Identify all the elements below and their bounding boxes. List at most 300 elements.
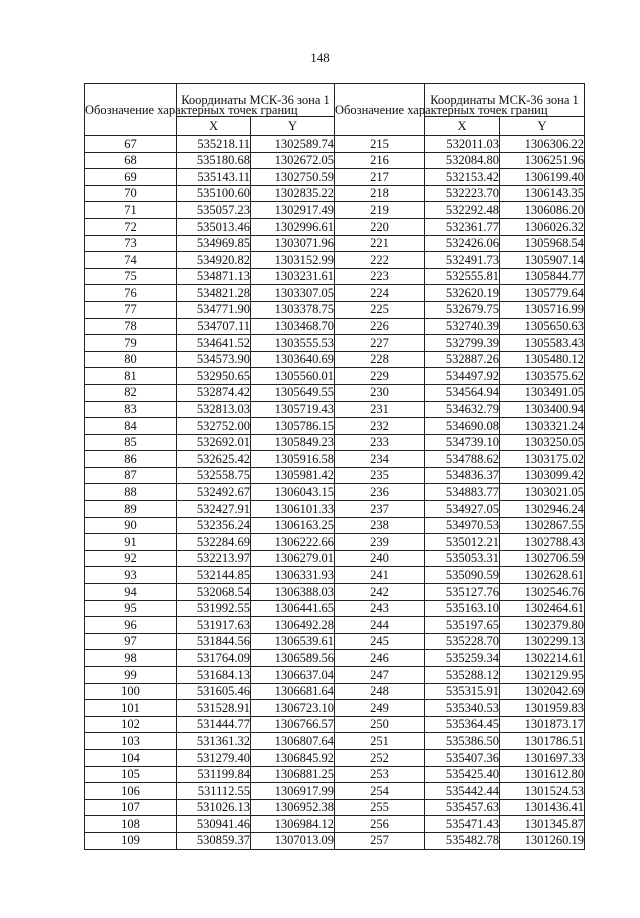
- cell-point-right: 246: [335, 650, 425, 667]
- table-row: [85, 169, 585, 186]
- cell-point-right: 249: [335, 700, 425, 717]
- header-y-left: Y: [251, 117, 335, 136]
- cell-x-left: 535143.11: [177, 169, 251, 186]
- cell-point-right: 241: [335, 567, 425, 584]
- table-row: [85, 384, 585, 401]
- cell-y-left: 1306222.66: [251, 534, 335, 551]
- table-row: [85, 285, 585, 302]
- table-row: [85, 633, 585, 650]
- cell-x-left: 531112.55: [177, 783, 251, 800]
- cell-point-right: 232: [335, 418, 425, 435]
- table-row: [85, 368, 585, 385]
- cell-x-right: 534788.62: [425, 451, 500, 468]
- cell-y-right: 1303400.94: [500, 401, 585, 418]
- cell-point-left: 95: [85, 600, 177, 617]
- table-row: [85, 766, 585, 783]
- cell-point-left: 94: [85, 584, 177, 601]
- table-row: [85, 351, 585, 368]
- cell-y-left: 1302589.74: [251, 136, 335, 153]
- table-row: [85, 600, 585, 617]
- cell-point-left: 76: [85, 285, 177, 302]
- cell-x-right: 535457.63: [425, 799, 500, 816]
- cell-point-left: 107: [85, 799, 177, 816]
- cell-x-right: 532799.39: [425, 335, 500, 352]
- cell-y-right: 1305650.63: [500, 318, 585, 335]
- cell-point-right: 215: [335, 136, 425, 153]
- cell-x-left: 534641.52: [177, 335, 251, 352]
- cell-y-right: 1301436.41: [500, 799, 585, 816]
- cell-x-left: 531444.77: [177, 716, 251, 733]
- cell-point-left: 80: [85, 351, 177, 368]
- cell-y-right: 1303175.02: [500, 451, 585, 468]
- cell-point-right: 244: [335, 617, 425, 634]
- cell-point-right: 225: [335, 301, 425, 318]
- cell-x-left: 534771.90: [177, 301, 251, 318]
- cell-y-right: 1305907.14: [500, 252, 585, 269]
- cell-point-left: 98: [85, 650, 177, 667]
- cell-point-right: 254: [335, 783, 425, 800]
- cell-point-left: 92: [85, 550, 177, 567]
- cell-x-right: 534564.94: [425, 384, 500, 401]
- cell-y-right: 1305716.99: [500, 301, 585, 318]
- header-x-left: X: [177, 117, 251, 136]
- table-row: [85, 534, 585, 551]
- page-number: 148: [310, 50, 330, 65]
- cell-point-right: 242: [335, 584, 425, 601]
- cell-point-left: 77: [85, 301, 177, 318]
- cell-y-right: 1306251.96: [500, 152, 585, 169]
- cell-point-right: 231: [335, 401, 425, 418]
- table-row: [85, 235, 585, 252]
- cell-x-right: 535127.76: [425, 584, 500, 601]
- cell-x-left: 532752.00: [177, 418, 251, 435]
- cell-x-left: 534821.28: [177, 285, 251, 302]
- cell-x-left: 531605.46: [177, 683, 251, 700]
- cell-x-right: 535288.12: [425, 667, 500, 684]
- cell-y-right: 1301524.53: [500, 783, 585, 800]
- cell-x-left: 534920.82: [177, 252, 251, 269]
- cell-y-left: 1306043.15: [251, 484, 335, 501]
- table-row: [85, 335, 585, 352]
- table-row: [85, 185, 585, 202]
- cell-x-right: 535228.70: [425, 633, 500, 650]
- cell-y-right: 1303321.24: [500, 418, 585, 435]
- cell-point-left: 88: [85, 484, 177, 501]
- cell-x-left: 532874.42: [177, 384, 251, 401]
- cell-x-right: 534927.05: [425, 501, 500, 518]
- header-y-right: Y: [500, 117, 585, 136]
- cell-point-right: 250: [335, 716, 425, 733]
- cell-point-left: 101: [85, 700, 177, 717]
- cell-y-right: 1303575.62: [500, 368, 585, 385]
- cell-y-right: 1302464.61: [500, 600, 585, 617]
- cell-y-right: 1305583.43: [500, 335, 585, 352]
- cell-point-left: 71: [85, 202, 177, 219]
- cell-point-left: 86: [85, 451, 177, 468]
- cell-x-right: 535197.65: [425, 617, 500, 634]
- cell-y-left: 1306539.61: [251, 633, 335, 650]
- cell-y-right: 1305844.77: [500, 268, 585, 285]
- header-coords-label-right: Координаты МСК-36 зона 1: [425, 84, 585, 117]
- table-row: [85, 418, 585, 435]
- cell-y-right: 1303099.42: [500, 467, 585, 484]
- cell-x-left: 532492.67: [177, 484, 251, 501]
- cell-point-right: 228: [335, 351, 425, 368]
- cell-y-left: 1305849.23: [251, 434, 335, 451]
- cell-point-left: 105: [85, 766, 177, 783]
- cell-x-left: 531917.63: [177, 617, 251, 634]
- cell-y-right: 1301345.87: [500, 816, 585, 833]
- cell-y-right: 1302042.69: [500, 683, 585, 700]
- cell-point-right: 222: [335, 252, 425, 269]
- cell-y-left: 1306845.92: [251, 749, 335, 766]
- cell-x-right: 535259.34: [425, 650, 500, 667]
- cell-point-left: 99: [85, 667, 177, 684]
- cell-point-left: 81: [85, 368, 177, 385]
- cell-y-left: 1303555.53: [251, 335, 335, 352]
- cell-x-right: 535315.91: [425, 683, 500, 700]
- coordinates-table: [84, 83, 585, 850]
- cell-y-left: 1302996.61: [251, 218, 335, 235]
- cell-point-left: 96: [85, 617, 177, 634]
- cell-x-left: 532213.97: [177, 550, 251, 567]
- cell-point-right: 257: [335, 832, 425, 849]
- cell-x-right: 535442.44: [425, 783, 500, 800]
- cell-point-right: 256: [335, 816, 425, 833]
- table-row: [85, 152, 585, 169]
- cell-x-right: 534836.37: [425, 467, 500, 484]
- cell-y-right: 1302299.13: [500, 633, 585, 650]
- cell-x-left: 534969.85: [177, 235, 251, 252]
- cell-point-right: 224: [335, 285, 425, 302]
- cell-y-left: 1306807.64: [251, 733, 335, 750]
- cell-y-left: 1303468.70: [251, 318, 335, 335]
- cell-y-left: 1306917.99: [251, 783, 335, 800]
- cell-x-left: 532558.75: [177, 467, 251, 484]
- cell-point-left: 78: [85, 318, 177, 335]
- cell-y-left: 1303231.61: [251, 268, 335, 285]
- cell-point-left: 67: [85, 136, 177, 153]
- cell-y-right: 1306199.40: [500, 169, 585, 186]
- cell-y-right: 1306306.22: [500, 136, 585, 153]
- header-point-label-left: Обозначение характерных точек границ: [85, 84, 177, 136]
- cell-point-right: 236: [335, 484, 425, 501]
- cell-point-right: 227: [335, 335, 425, 352]
- cell-point-left: 82: [85, 384, 177, 401]
- cell-point-right: 216: [335, 152, 425, 169]
- cell-y-left: 1303378.75: [251, 301, 335, 318]
- cell-point-right: 247: [335, 667, 425, 684]
- cell-x-left: 532144.85: [177, 567, 251, 584]
- table-row: [85, 252, 585, 269]
- cell-point-left: 83: [85, 401, 177, 418]
- cell-y-right: 1302379.80: [500, 617, 585, 634]
- cell-y-right: 1301697.33: [500, 749, 585, 766]
- cell-point-left: 102: [85, 716, 177, 733]
- cell-y-left: 1303640.69: [251, 351, 335, 368]
- cell-x-right: 532679.75: [425, 301, 500, 318]
- cell-y-left: 1303152.99: [251, 252, 335, 269]
- cell-x-left: 532813.03: [177, 401, 251, 418]
- cell-x-right: 534739.10: [425, 434, 500, 451]
- cell-y-right: 1301959.83: [500, 700, 585, 717]
- cell-x-left: 532356.24: [177, 517, 251, 534]
- cell-point-right: 220: [335, 218, 425, 235]
- cell-x-right: 532740.39: [425, 318, 500, 335]
- cell-point-left: 93: [85, 567, 177, 584]
- cell-x-right: 534497.92: [425, 368, 500, 385]
- cell-y-left: 1306589.56: [251, 650, 335, 667]
- table-row: [85, 716, 585, 733]
- cell-x-left: 531684.13: [177, 667, 251, 684]
- table-header: [85, 84, 585, 136]
- cell-y-left: 1306766.57: [251, 716, 335, 733]
- cell-point-right: 238: [335, 517, 425, 534]
- table-row: [85, 467, 585, 484]
- cell-y-left: 1305649.55: [251, 384, 335, 401]
- cell-point-left: 90: [85, 517, 177, 534]
- cell-point-left: 108: [85, 816, 177, 833]
- cell-point-right: 251: [335, 733, 425, 750]
- cell-y-left: 1305916.58: [251, 451, 335, 468]
- cell-x-left: 531992.55: [177, 600, 251, 617]
- table-row: [85, 268, 585, 285]
- cell-x-right: 535482.78: [425, 832, 500, 849]
- cell-point-right: 255: [335, 799, 425, 816]
- cell-y-right: 1302706.59: [500, 550, 585, 567]
- cell-y-right: 1306086.20: [500, 202, 585, 219]
- cell-point-left: 69: [85, 169, 177, 186]
- cell-y-right: 1301612.80: [500, 766, 585, 783]
- cell-y-left: 1306723.10: [251, 700, 335, 717]
- table-row: [85, 733, 585, 750]
- cell-y-right: 1306026.32: [500, 218, 585, 235]
- cell-x-left: 534707.11: [177, 318, 251, 335]
- table-row: [85, 832, 585, 849]
- cell-y-left: 1302835.22: [251, 185, 335, 202]
- cell-point-right: 235: [335, 467, 425, 484]
- cell-x-right: 532153.42: [425, 169, 500, 186]
- cell-x-right: 532084.80: [425, 152, 500, 169]
- cell-point-right: 230: [335, 384, 425, 401]
- cell-point-left: 72: [85, 218, 177, 235]
- cell-x-right: 532555.81: [425, 268, 500, 285]
- table-row: [85, 799, 585, 816]
- cell-x-right: 532887.26: [425, 351, 500, 368]
- cell-x-left: 531528.91: [177, 700, 251, 717]
- cell-y-right: 1305480.12: [500, 351, 585, 368]
- cell-x-left: 535218.11: [177, 136, 251, 153]
- cell-point-left: 103: [85, 733, 177, 750]
- cell-point-right: 219: [335, 202, 425, 219]
- cell-point-left: 73: [85, 235, 177, 252]
- cell-y-right: 1303491.05: [500, 384, 585, 401]
- cell-point-right: 248: [335, 683, 425, 700]
- cell-point-left: 109: [85, 832, 177, 849]
- cell-y-left: 1307013.09: [251, 832, 335, 849]
- cell-x-right: 535012.21: [425, 534, 500, 551]
- cell-y-right: 1302129.95: [500, 667, 585, 684]
- cell-y-left: 1306952.38: [251, 799, 335, 816]
- cell-x-left: 534871.13: [177, 268, 251, 285]
- cell-y-right: 1306143.35: [500, 185, 585, 202]
- cell-y-right: 1301260.19: [500, 832, 585, 849]
- cell-point-left: 104: [85, 749, 177, 766]
- cell-y-right: 1302628.61: [500, 567, 585, 584]
- cell-point-right: 229: [335, 368, 425, 385]
- cell-x-right: 535090.59: [425, 567, 500, 584]
- cell-x-left: 532427.91: [177, 501, 251, 518]
- table-row: [85, 318, 585, 335]
- cell-y-right: 1303021.05: [500, 484, 585, 501]
- table-row: [85, 749, 585, 766]
- cell-x-left: 530859.37: [177, 832, 251, 849]
- cell-x-right: 535425.40: [425, 766, 500, 783]
- table-row: [85, 136, 585, 153]
- cell-y-left: 1306331.93: [251, 567, 335, 584]
- cell-x-right: 535053.31: [425, 550, 500, 567]
- cell-point-right: 245: [335, 633, 425, 650]
- table-row: [85, 617, 585, 634]
- table-row: [85, 218, 585, 235]
- cell-point-right: 252: [335, 749, 425, 766]
- table-row: [85, 667, 585, 684]
- table-row: [85, 501, 585, 518]
- cell-y-right: 1302867.55: [500, 517, 585, 534]
- table-row: [85, 202, 585, 219]
- cell-x-left: 532068.54: [177, 584, 251, 601]
- cell-y-left: 1303307.05: [251, 285, 335, 302]
- cell-x-right: 535386.50: [425, 733, 500, 750]
- cell-y-left: 1302750.59: [251, 169, 335, 186]
- table-row: [85, 401, 585, 418]
- cell-point-left: 75: [85, 268, 177, 285]
- table-body: [85, 136, 585, 850]
- cell-y-right: 1302546.76: [500, 584, 585, 601]
- cell-x-left: 532692.01: [177, 434, 251, 451]
- cell-x-right: 534632.79: [425, 401, 500, 418]
- cell-y-right: 1305779.64: [500, 285, 585, 302]
- header-coords-label-left: Координаты МСК-36 зона 1: [177, 84, 335, 117]
- cell-y-left: 1305560.01: [251, 368, 335, 385]
- cell-y-left: 1306163.25: [251, 517, 335, 534]
- cell-y-left: 1305786.15: [251, 418, 335, 435]
- table-row: [85, 484, 585, 501]
- cell-x-right: 532620.19: [425, 285, 500, 302]
- cell-x-left: 535057.23: [177, 202, 251, 219]
- cell-y-right: 1302788.43: [500, 534, 585, 551]
- cell-point-right: 217: [335, 169, 425, 186]
- table-row: [85, 517, 585, 534]
- cell-x-left: 534573.90: [177, 351, 251, 368]
- cell-x-left: 531844.56: [177, 633, 251, 650]
- table-row: [85, 451, 585, 468]
- cell-point-left: 74: [85, 252, 177, 269]
- cell-point-left: 91: [85, 534, 177, 551]
- cell-point-right: 239: [335, 534, 425, 551]
- cell-point-left: 79: [85, 335, 177, 352]
- cell-x-right: 534883.77: [425, 484, 500, 501]
- cell-y-right: 1305968.54: [500, 235, 585, 252]
- cell-y-left: 1306984.12: [251, 816, 335, 833]
- cell-y-right: 1302214.61: [500, 650, 585, 667]
- cell-point-left: 87: [85, 467, 177, 484]
- cell-point-right: 226: [335, 318, 425, 335]
- header-point-label-right: Обозначение характерных точек границ: [335, 84, 425, 136]
- cell-y-left: 1306637.04: [251, 667, 335, 684]
- cell-point-left: 89: [85, 501, 177, 518]
- cell-point-right: 233: [335, 434, 425, 451]
- cell-y-left: 1303071.96: [251, 235, 335, 252]
- cell-point-left: 85: [85, 434, 177, 451]
- table-row: [85, 434, 585, 451]
- cell-y-left: 1302672.05: [251, 152, 335, 169]
- cell-x-left: 532625.42: [177, 451, 251, 468]
- cell-x-left: 531764.09: [177, 650, 251, 667]
- cell-y-left: 1306681.64: [251, 683, 335, 700]
- cell-point-left: 84: [85, 418, 177, 435]
- cell-x-left: 535100.60: [177, 185, 251, 202]
- header-x-right: X: [425, 117, 500, 136]
- cell-x-right: 535364.45: [425, 716, 500, 733]
- cell-y-left: 1306881.25: [251, 766, 335, 783]
- table-row: [85, 584, 585, 601]
- cell-x-left: 532950.65: [177, 368, 251, 385]
- cell-point-left: 100: [85, 683, 177, 700]
- cell-x-right: 535471.43: [425, 816, 500, 833]
- table-row: [85, 650, 585, 667]
- cell-x-left: 531361.32: [177, 733, 251, 750]
- cell-x-right: 534970.53: [425, 517, 500, 534]
- cell-x-right: 535340.53: [425, 700, 500, 717]
- cell-x-left: 535180.68: [177, 152, 251, 169]
- cell-y-right: 1303250.05: [500, 434, 585, 451]
- cell-x-left: 531279.40: [177, 749, 251, 766]
- cell-x-right: 532491.73: [425, 252, 500, 269]
- cell-x-left: 531026.13: [177, 799, 251, 816]
- cell-point-right: 221: [335, 235, 425, 252]
- table-row: [85, 550, 585, 567]
- table-row: [85, 683, 585, 700]
- table-row: [85, 567, 585, 584]
- cell-x-right: 532426.06: [425, 235, 500, 252]
- cell-x-right: 534690.08: [425, 418, 500, 435]
- cell-y-left: 1306441.65: [251, 600, 335, 617]
- cell-point-right: 237: [335, 501, 425, 518]
- cell-point-right: 240: [335, 550, 425, 567]
- cell-y-left: 1306279.01: [251, 550, 335, 567]
- cell-point-left: 97: [85, 633, 177, 650]
- cell-point-right: 253: [335, 766, 425, 783]
- cell-x-left: 531199.84: [177, 766, 251, 783]
- cell-x-right: 535407.36: [425, 749, 500, 766]
- cell-x-left: 535013.46: [177, 218, 251, 235]
- cell-x-left: 532284.69: [177, 534, 251, 551]
- cell-y-left: 1305719.43: [251, 401, 335, 418]
- cell-y-left: 1306101.33: [251, 501, 335, 518]
- cell-y-left: 1306388.03: [251, 584, 335, 601]
- table-row: [85, 301, 585, 318]
- cell-y-right: 1302946.24: [500, 501, 585, 518]
- cell-x-right: 535163.10: [425, 600, 500, 617]
- cell-point-left: 70: [85, 185, 177, 202]
- cell-point-left: 106: [85, 783, 177, 800]
- table-row: [85, 816, 585, 833]
- cell-point-right: 243: [335, 600, 425, 617]
- cell-y-left: 1305981.42: [251, 467, 335, 484]
- cell-x-right: 532292.48: [425, 202, 500, 219]
- cell-y-left: 1302917.49: [251, 202, 335, 219]
